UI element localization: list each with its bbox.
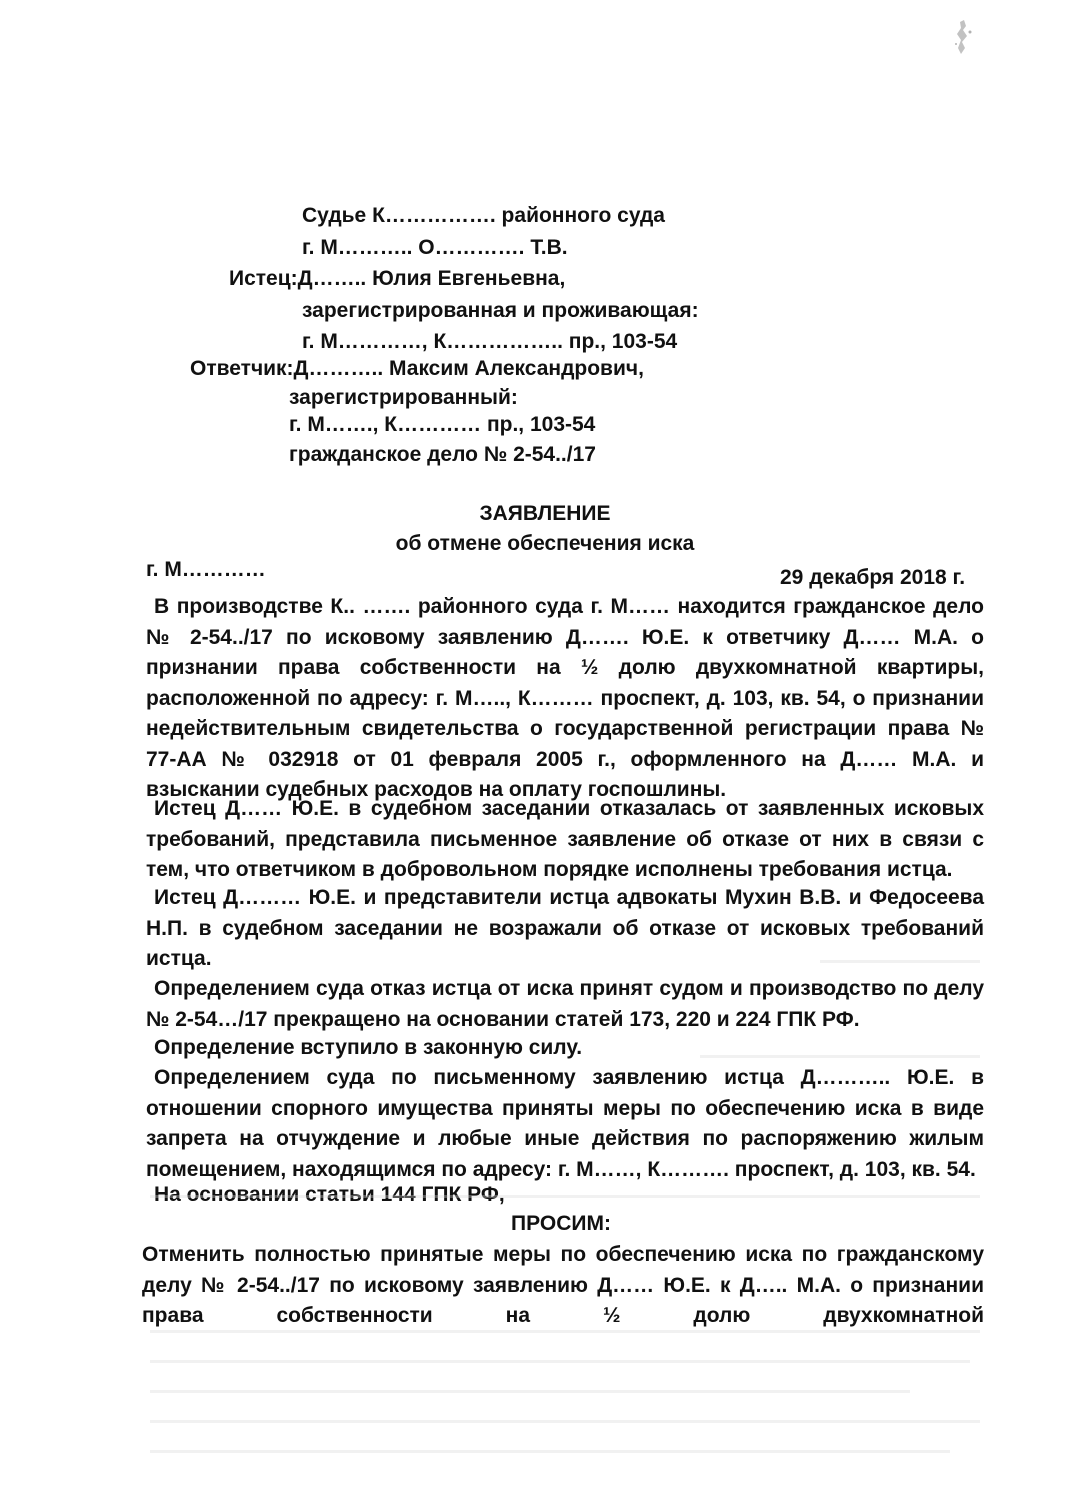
defendant-line: [190, 356, 644, 382]
request-heading: ПРОСИМ:: [511, 1212, 611, 1235]
scan-smudge-mark: [950, 18, 978, 58]
bleed-through-line: [150, 1450, 950, 1453]
defendant-name: Д……….. Максим Александрович,: [293, 357, 644, 380]
paragraph-legal-basis: На основании статьи 144 ГПК РФ,: [154, 1183, 505, 1206]
paragraph-ruling-effective: Определение вступило в законную силу.: [154, 1036, 583, 1059]
plaintiff-registration: зарегистрированная и проживающая:: [302, 299, 699, 322]
bleed-through-line: [150, 1420, 980, 1423]
bleed-through-line: [150, 1390, 910, 1393]
document-title: ЗАЯВЛЕНИЕ: [479, 502, 611, 525]
paragraph-court-ruling: Определением суда отказ истца от иска принят судом и производство по делу № 2-54…/17 прекращено на основании статей 173, 220 и 224 ГПК РФ.: [146, 977, 984, 1031]
paragraph-security-measures: Определением суда по письменному заявлению истца Д……….. Ю.Е. в отношении спорного имущества приняты меры по обеспечению иска в виде запрета на отчуждение и любые иные действия по распоряжению жилым помещением, находящимся по адресу: г. М……, К………. проспект, д. 103, кв. 54.: [146, 1066, 984, 1181]
bleed-through-line: [150, 1330, 980, 1333]
case-number: гражданское дело № 2-54../17: [289, 443, 596, 466]
bleed-through-line: [150, 1195, 980, 1198]
document-subtitle: об отмене обеспечения иска: [395, 532, 695, 555]
paragraph-representatives: Истец Д……… Ю.Е. и представители истца адвокаты Мухин В.В. и Федосеева Н.П. в судебном заседании не возражали об отказе от исковых требований истца.: [146, 886, 984, 970]
defendant-registration: зарегистрированный:: [289, 386, 518, 409]
judge-name: г. М……….. О…………. Т.В.: [302, 236, 568, 259]
date: 29 декабря 2018 г.: [780, 566, 966, 589]
judge-line: Судье К……………. районного суда: [302, 204, 665, 227]
request-text: Отменить полностью принятые меры по обеспечению иска по гражданскому делу № 2-54../17 по исковому заявлению Д…… Ю.Е. к Д….. М.А. о признании права собственности на ½ долю двухкомнатной: [142, 1243, 984, 1327]
plaintiff-address: г. М…………, К…………….. пр., 103-54: [302, 330, 678, 353]
place: г. М…………: [146, 558, 266, 581]
bleed-through-line: [820, 960, 980, 963]
paragraph-proceedings: В производстве К.. ……. районного суда г. М…… находится гражданское дело № 2-54../17 по исковому заявлению Д……. Ю.Е. к ответчику Д…… М.А. о признании права собственности на ½ долю двухкомнатной квартиры, расположенной по адресу: г. М….., К……… проспект, д. 103, кв. 54, о признании недействительным свидетельства о государственной регистрации права № 77-АА № 032918 от 01 февраля 2005 г., оформленного на Д…… М.А. и взыскании судебных расходов на оплату госпошлины.: [146, 595, 984, 801]
defendant-label: Ответчик:: [190, 357, 294, 380]
plaintiff-name: Д…….. Юлия Евгеньевна,: [297, 267, 566, 290]
bleed-through-line: [700, 1055, 980, 1058]
bleed-through-line: [150, 1360, 970, 1363]
defendant-address: г. М……., К………… пр., 103-54: [289, 413, 596, 436]
plaintiff-line: [229, 266, 565, 292]
paragraph-claim-refusal: Истец Д…… Ю.Е. в судебном заседании отказалась от заявленных исковых требований, представила письменное заявление об отказе от них в связи с тем, что ответчиком в добровольном порядке исполнены требования истца.: [146, 797, 984, 881]
plaintiff-label: Истец:: [229, 267, 298, 290]
